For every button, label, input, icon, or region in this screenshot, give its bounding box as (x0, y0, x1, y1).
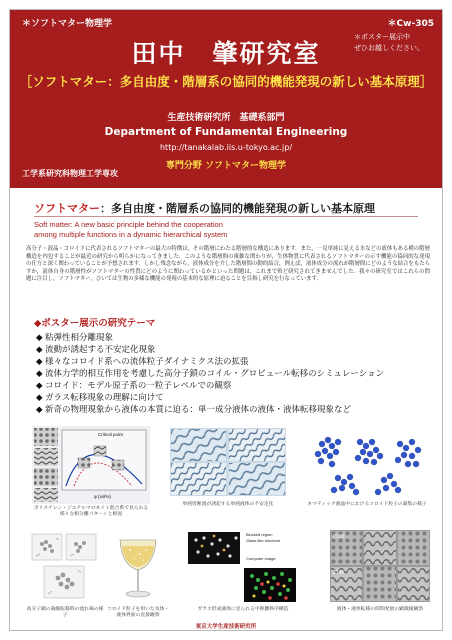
diamond-bullet-icon: ◆ (36, 333, 43, 343)
diamond-bullet-icon: ◆ (36, 369, 43, 379)
polymer-flow-caption: 高分子鎖の凝縮転移時の流れ場の様子 (26, 607, 104, 618)
poster (9, 9, 443, 631)
topic-item (36, 404, 436, 416)
diamond-bullet-icon: ◆ (36, 357, 43, 367)
diamond-bullet-icon: ◆ (36, 393, 43, 403)
topic-label: 様々なコロイド系への流体粒子ダイナミクス法の拡張 (45, 357, 249, 367)
topic-item (36, 368, 436, 380)
lab-subtitle: ［ソフトマター：多自由度・階層系の協同的機能発現の新しい基本原理］ (19, 74, 433, 89)
topic-item (36, 332, 436, 344)
intro-title-english (34, 220, 424, 240)
poster-header (10, 10, 442, 188)
topic-label: 粘弾性相分離現象 (45, 333, 114, 343)
topic-label: ガラス転移現象の理解に向けて (45, 393, 164, 403)
liquid-transition-caption: 液体・液体転移の時間発展の顕微鏡観察 (336, 607, 424, 612)
notice-line-1: ＊ポスター展示中 (354, 33, 410, 41)
liquid-transition-figure (330, 530, 430, 602)
topic-label: コロイド：モデル原子系の一粒子レベルでの観察 (45, 381, 232, 391)
research-field: 専門分野 ソフトマター物理学 (165, 161, 287, 171)
shear-instability-caption: 単純剪断流が誘起する単純液体の不安定化 (182, 502, 274, 507)
topics-heading: ◆ポスター展示の研究テーマ (34, 318, 156, 329)
phase-diagram-x-label: φ (vol%) (94, 494, 111, 499)
glass-order-top-label-2: Glass-like structure (246, 538, 281, 543)
intro-title-key: ソフトマター (34, 202, 100, 215)
glass-order-bottom-label: Computer image (246, 556, 276, 561)
phase-diagram-inset-title: Critical point (98, 432, 123, 437)
intro-title-english-line-2: among multiple functions in a dynamic hierarchical system (34, 230, 228, 239)
topic-label: 流動が誘起する不安定化現象 (45, 345, 156, 355)
glass-order-figure (186, 528, 298, 604)
lab-url[interactable]: http://tanakalab.iis.u-tokyo.ac.jp/ (159, 143, 293, 152)
phase-diagram-caption: ポリスチレン・ジエチルマロネイト混合系で見られる様々な相分離パターンと相図 (33, 506, 149, 517)
graduate-school: 工学系研究科物理工学専攻 (22, 169, 118, 178)
topic-label: 流体力学的相互作用を考慮した高分子鎖のコイル・グロビュール転移のシミュレーション (45, 369, 385, 379)
polymer-flow-figure (30, 530, 98, 600)
category-tag: ＊ソフトマター物理学 (22, 19, 113, 29)
lab-title: 田中 肇研究室 (131, 39, 321, 68)
diamond-bullet-icon: ◆ (36, 405, 43, 415)
gas-liquid-interface-figure (112, 536, 164, 602)
intro-body: 高分子・液晶・コロイドに代表されるソフトマターの最大の特徴は，その階層にわたる階層的な構造にあります．また，一見単純に見える水などの液体もある種の階層構造を内包することが最近の研究から明らかになってきました．このような階層間の複雑な関わりが，生体物質に代表されるソフトマターの示す機能の協同的な発現の仕方と深く関わっていることが予想されます．しかし残念ながら，液体成分を介した階層間の動的結合，例えば，液体成分の流れが階層間にどのような結合をもたらすか，液体自身の階層性がソフトマターの性質にどのように関わっているかといった問題は，これまで殆ど研究されてきませんでした．我々の研究室ではこれらの問題に注目し，ソフトマター，ひいては生物の多様な機能の発現の基本的な原理に迫ることを目指し研究を行なっています． (26, 246, 430, 283)
topic-item (36, 344, 436, 356)
diamond-bullet-icon: ◆ (36, 381, 43, 391)
liquid-transition-temp-2: 214K (333, 570, 345, 576)
phase-diagram-figure (32, 426, 150, 504)
topic-item (36, 380, 436, 392)
colloid-aggregation-figure (308, 430, 426, 500)
department-english: Department of Fundamental Engineering (104, 126, 348, 138)
colloid-aggregation-caption: ネマティック液晶中におけるコロイド粒子の凝集の様子 (307, 502, 427, 507)
glass-order-top-label: Blocked region (246, 532, 273, 537)
intro-title-rest: ：多自由度・階層系の協同的機能発現の新しい基本原理 (100, 202, 375, 215)
gas-liquid-interface-caption: コロイド粒子を用いた気体・液体界面の直接観察 (106, 607, 170, 618)
glass-order-caption: ガラス形成液体に見られる中距離秩序構造 (197, 607, 289, 612)
diamond-bullet-icon: ◆ (36, 345, 43, 355)
booth-code: ＊Cw-305 (387, 19, 434, 29)
topic-item (36, 356, 436, 368)
liquid-transition-temp-1: 213K (333, 534, 345, 540)
topic-item (36, 392, 436, 404)
footer-institution: 東京大学生産技術研究所 (195, 624, 257, 630)
shear-instability-figure (170, 428, 286, 496)
intro-title-english-line-1: Soft matter: A new basic principle behind the cooperation (34, 220, 223, 229)
institute-name: 生産技術研究所 基礎系部門 (167, 113, 285, 123)
topics-list (36, 332, 436, 416)
intro-divider (34, 216, 418, 217)
intro-title (34, 200, 375, 216)
notice-line-2: ぜひお越しください。 (354, 44, 424, 52)
topic-label: 新奇の物理現象から液体の本質に迫る：単一成分液体の液体・液体転移現象など (45, 405, 352, 415)
